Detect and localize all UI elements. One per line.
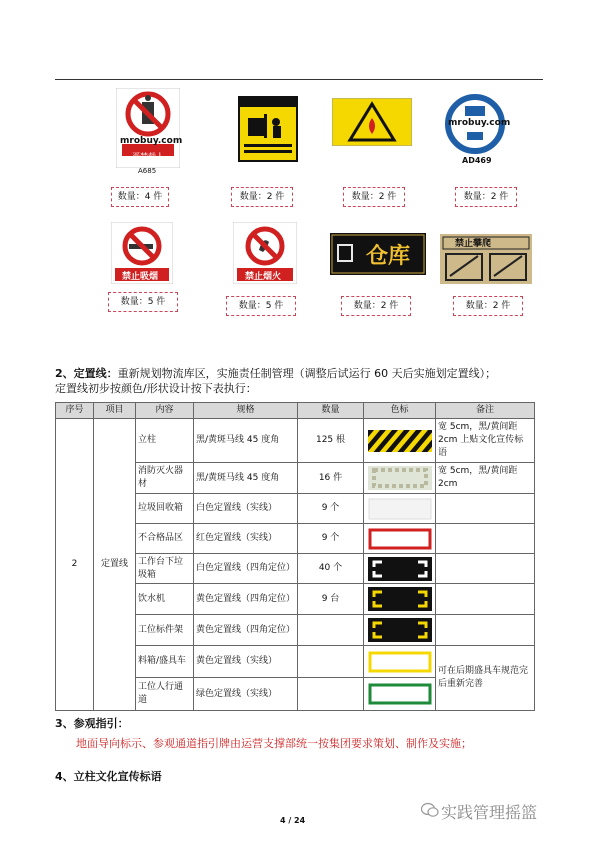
cell-swatch [364, 494, 436, 524]
cell-qty [298, 615, 364, 646]
quantity-box: 数量：5 件 [226, 296, 296, 316]
table-row [56, 419, 535, 463]
sign-url-text: mrobuy.com [120, 136, 183, 146]
quantity-box: 数量：4 件 [111, 187, 169, 207]
cell-qty [298, 646, 364, 678]
cell-spec: 红色定置线（实线） [194, 524, 298, 554]
sign-code: AD469 [462, 156, 492, 165]
watermark-text: 实践管理摇篮 [441, 803, 538, 822]
cell-qty [298, 678, 364, 711]
cell-swatch [364, 463, 436, 494]
cell-swatch [364, 678, 436, 711]
section-3-title: 3、参观指引： [55, 717, 129, 730]
cell-swatch [364, 554, 436, 584]
forklift-area-sign-image [238, 96, 298, 162]
cell-note: 宽 5cm，黑/黄间距 2cm [436, 463, 535, 494]
cell-qty: 9 个 [298, 494, 364, 524]
cell-spec: 黄色定置线（四角定位） [194, 615, 298, 646]
cell-qty: 9 个 [298, 524, 364, 554]
white-swatch [368, 498, 432, 520]
cell-note [436, 554, 535, 584]
quantity-box: 数量：2 件 [455, 187, 517, 207]
cell-swatch [364, 419, 436, 463]
cell-project: 定置线 [94, 419, 136, 711]
page-number: 4 / 24 [280, 816, 306, 825]
cell-qty: 40 个 [298, 554, 364, 584]
cell-swatch [364, 646, 436, 678]
cell-qty: 125 根 [298, 419, 364, 463]
cell-spec: 黄色定置线（四角定位） [194, 584, 298, 615]
red-swatch [368, 528, 432, 550]
cell-swatch [364, 524, 436, 554]
cell-note: 宽 5cm，黑/黄间距 2cm 上贴文化宣传标语 [436, 419, 535, 463]
sign-caption: 禁止烟火 [245, 272, 282, 282]
cell-swatch [364, 615, 436, 646]
section-2-text-1: 重新规划物流库区，实施责任制管理（调整后试运行 60 天后实施划定置线）； [117, 367, 497, 380]
cell-content: 立柱 [136, 419, 194, 463]
header-color: 色标 [364, 403, 436, 419]
spec-table [55, 402, 535, 711]
header-qty: 数量 [298, 403, 364, 419]
sign-caption: 禁止攀爬 [455, 239, 492, 249]
sign-caption: 禁止吸烟 [122, 272, 159, 282]
cell-spec: 白色定置线（实线） [194, 494, 298, 524]
cell-content: 工作台下垃圾箱 [136, 554, 194, 584]
header-serial: 序号 [56, 403, 94, 419]
quantity-box: 数量：2 件 [453, 296, 523, 316]
green-swatch [368, 683, 432, 705]
cell-note: 可在后期盛具车规范完后重新完善 [436, 646, 535, 711]
sign-caption: 严禁载人 [132, 152, 164, 161]
yellow-corner-swatch [368, 618, 432, 642]
quantity-box: 数量：5 件 [108, 292, 178, 312]
cell-spec: 黑/黄斑马线 45 度角 [194, 419, 298, 463]
zebra-floor-swatch [368, 466, 432, 490]
cell-content: 饮水机 [136, 584, 194, 615]
cell-spec: 黄色定置线（实线） [194, 646, 298, 678]
section-2-title: 2、定置线： [55, 367, 118, 380]
cell-note [436, 584, 535, 615]
cell-content: 不合格品区 [136, 524, 194, 554]
zebra-swatch [368, 430, 432, 452]
header-content: 内容 [136, 403, 194, 419]
yellow-swatch [368, 651, 432, 673]
cell-content: 工位标件架 [136, 615, 194, 646]
cell-spec: 绿色定置线（实线） [194, 678, 298, 711]
table-header-row [56, 403, 535, 419]
cell-content: 料箱/盛具车 [136, 646, 194, 678]
header-spec: 规格 [194, 403, 298, 419]
cell-serial: 2 [56, 419, 94, 711]
cell-note [436, 524, 535, 554]
sign-code: A685 [138, 167, 157, 175]
section-4-title: 4、立柱文化宣传标语 [55, 770, 162, 783]
cell-qty: 9 台 [298, 584, 364, 615]
quantity-box: 数量：2 件 [341, 296, 411, 316]
quantity-box: 数量：2 件 [343, 187, 405, 207]
cell-content: 工位人行通道 [136, 678, 194, 711]
wechat-icon [421, 802, 439, 818]
cell-content: 消防灭火器材 [136, 463, 194, 494]
quantity-box: 数量：2 件 [231, 187, 293, 207]
fire-warning-sign-image [332, 98, 412, 158]
cell-qty: 16 件 [298, 463, 364, 494]
cell-content: 垃圾回收箱 [136, 494, 194, 524]
section-2-line-1 [55, 365, 496, 381]
cell-spec: 白色定置线（四角定位） [194, 554, 298, 584]
white-corner-swatch [368, 557, 432, 581]
header-project: 项目 [94, 403, 136, 419]
header-rule [55, 79, 543, 80]
section-2-text-2: 定置线初步按颜色/形状设计按下表执行： [55, 382, 257, 395]
sign-url-text: mrobuy.com [448, 118, 511, 128]
yellow-corner-swatch [368, 587, 432, 611]
sign-caption: 仓库 [366, 244, 411, 269]
cell-note [436, 615, 535, 646]
cell-swatch [364, 584, 436, 615]
cell-note [436, 494, 535, 524]
header-note: 备注 [436, 403, 535, 419]
cell-spec: 黑/黄斑马线 45 度角 [194, 463, 298, 494]
section-3-text: 地面导向标示、参观通道指引牌由运营支撑部统一按集团要求策划、制作及实施； [76, 737, 472, 750]
